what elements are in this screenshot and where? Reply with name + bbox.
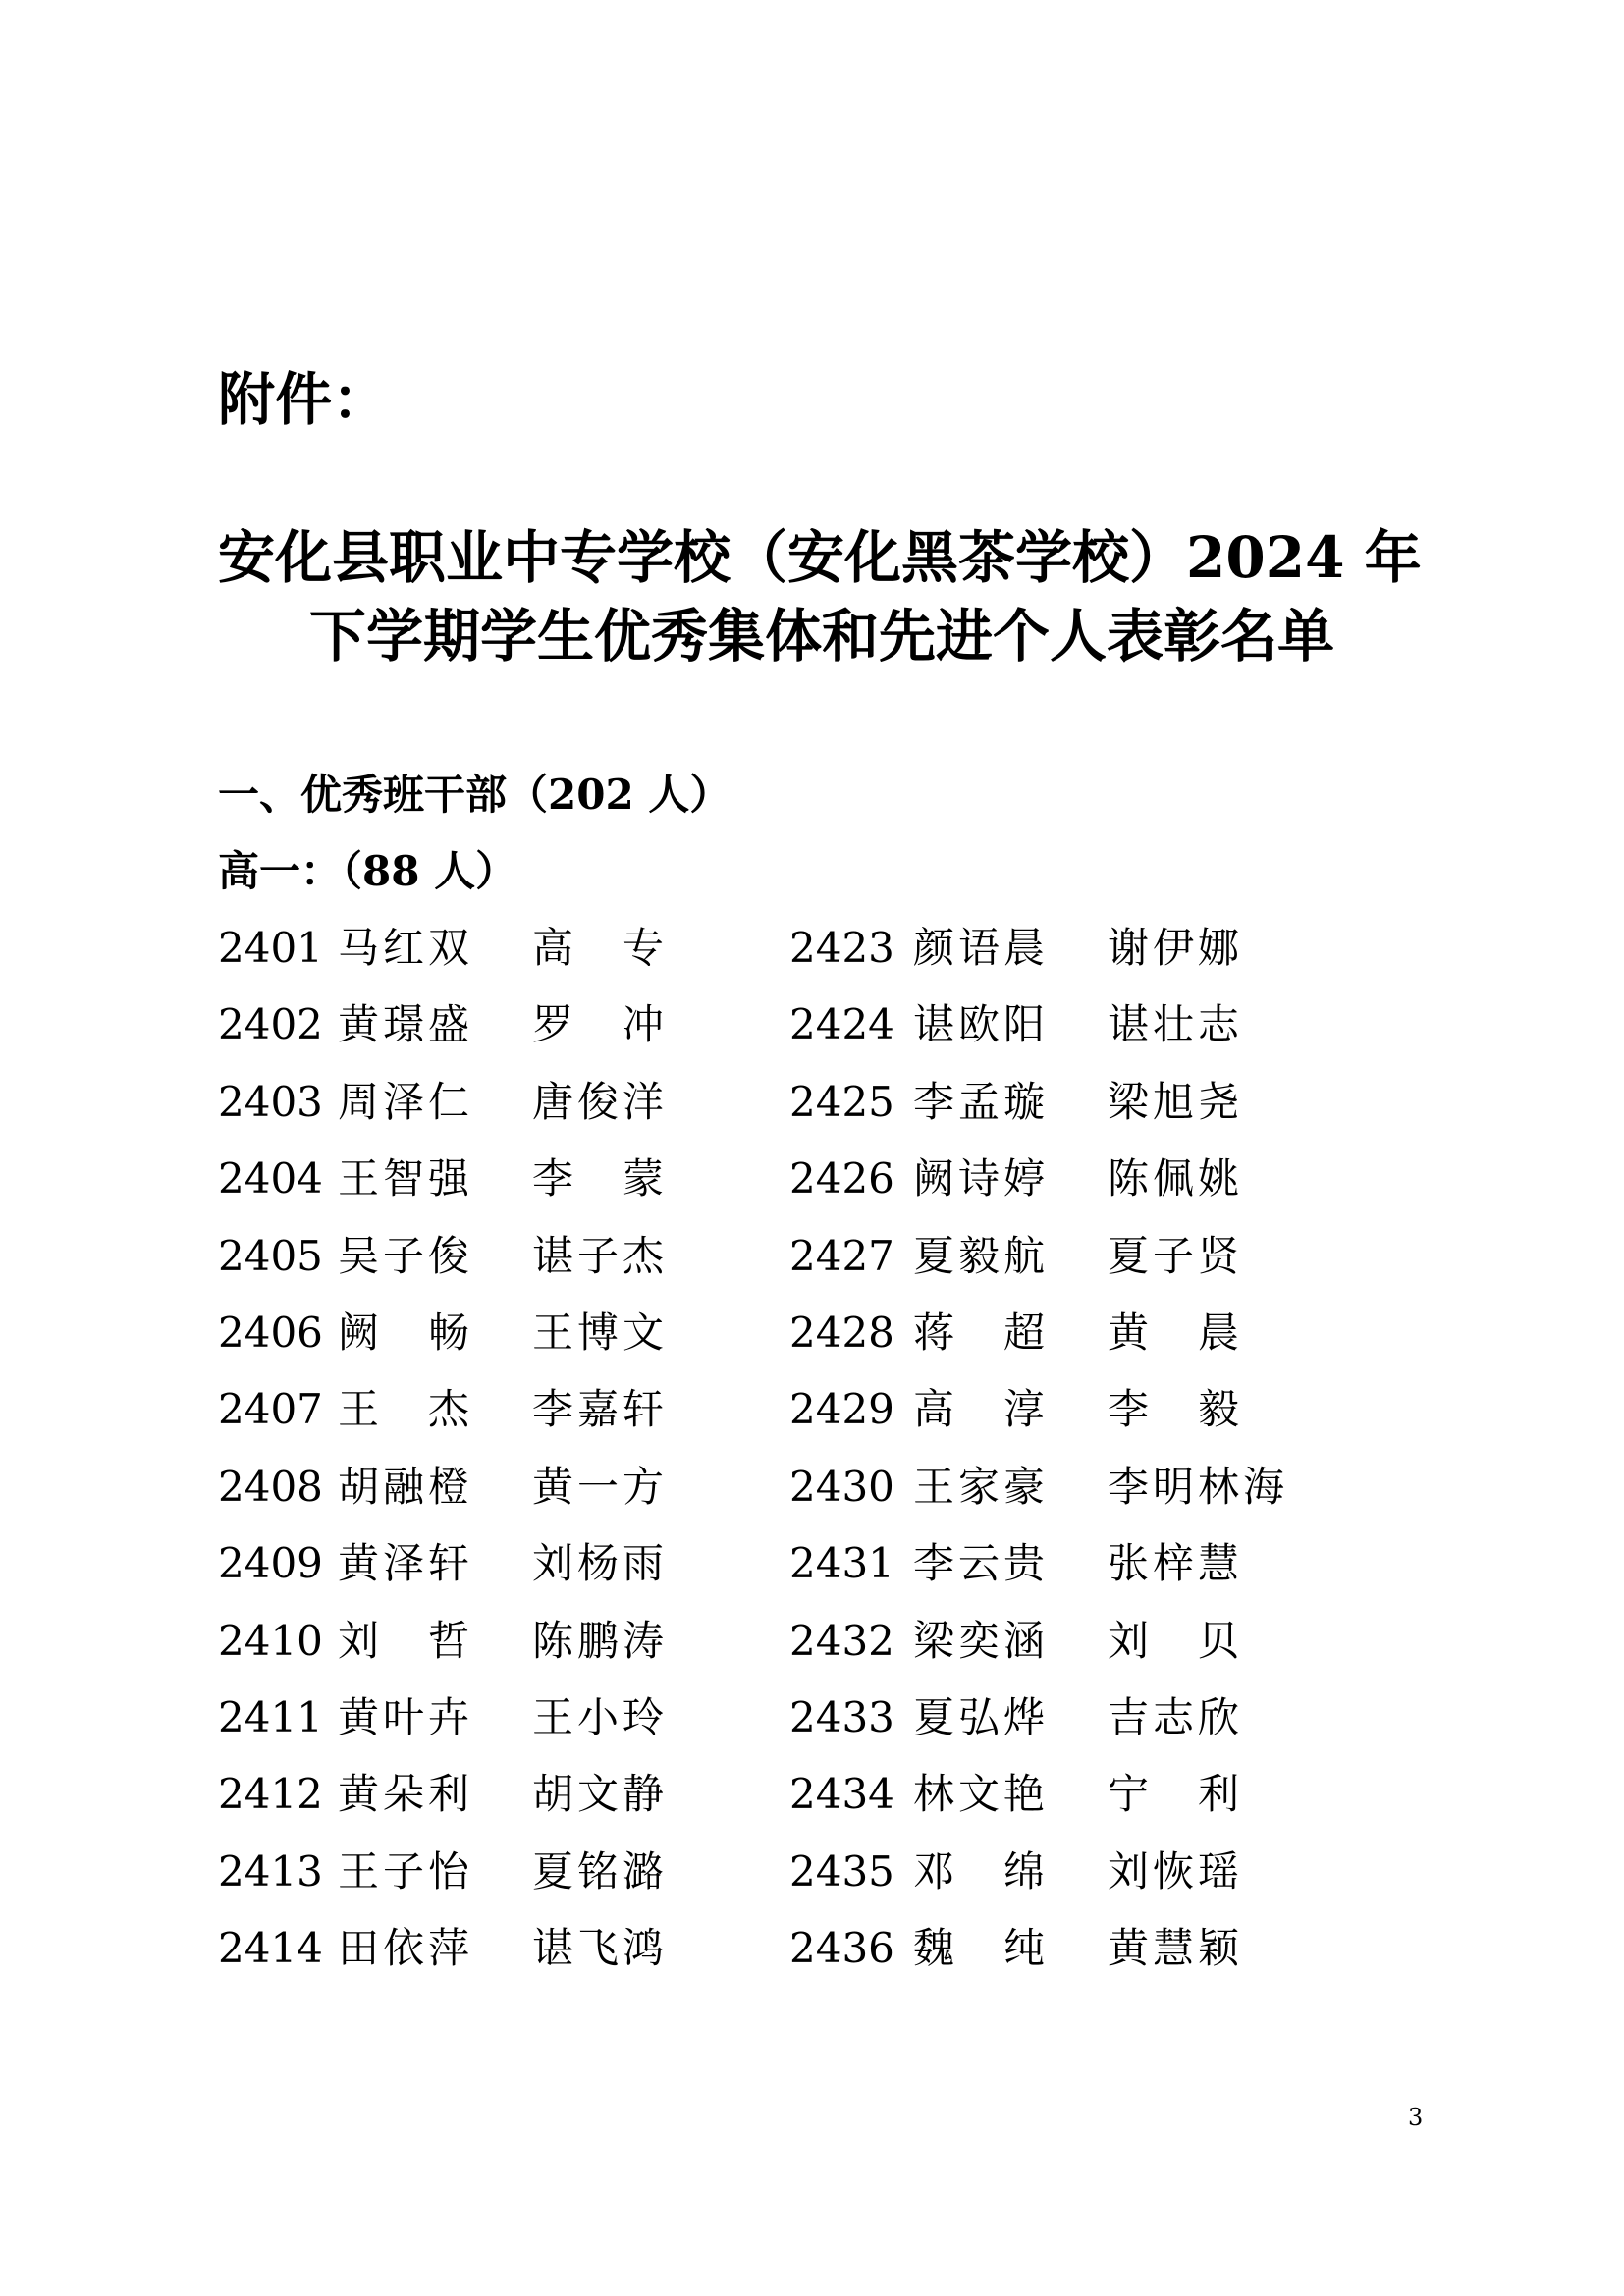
student-name: 吴子俊 xyxy=(338,1231,474,1280)
table-row xyxy=(218,921,1396,997)
table-row xyxy=(218,1767,1396,1843)
class-id: 2404 xyxy=(218,1154,323,1203)
class-id: 2403 xyxy=(218,1077,323,1126)
student-name: 黄璟盛 xyxy=(338,1000,474,1049)
class-id: 2405 xyxy=(218,1231,323,1280)
table-row xyxy=(218,1229,1396,1306)
student-name: 谌飞鸿 xyxy=(532,1924,669,1973)
document-title-line-2: 下学期学生优秀集体和先进个人表彰名单 xyxy=(308,603,1334,669)
table-row xyxy=(218,1382,1396,1459)
student-name: 马红双 xyxy=(338,924,474,972)
class-id: 2412 xyxy=(218,1770,323,1819)
class-id: 2414 xyxy=(218,1924,323,1973)
student-name: 张梓慧 xyxy=(1108,1539,1244,1588)
student-name: 李 毅 xyxy=(1108,1385,1244,1434)
student-name: 刘恢瑶 xyxy=(1108,1846,1244,1896)
class-id: 2436 xyxy=(789,1924,894,1973)
student-name: 黄叶卉 xyxy=(338,1692,474,1741)
student-name: 黄慧颖 xyxy=(1108,1924,1244,1973)
class-id: 2432 xyxy=(789,1616,894,1665)
class-id: 2401 xyxy=(218,924,323,972)
class-id: 2434 xyxy=(789,1770,894,1819)
student-name: 李嘉轩 xyxy=(532,1385,669,1434)
student-name: 唐俊洋 xyxy=(532,1077,669,1126)
table-row xyxy=(218,1614,1396,1690)
table-row xyxy=(218,1844,1396,1921)
class-id: 2408 xyxy=(218,1462,323,1511)
student-name: 王小玲 xyxy=(532,1692,669,1741)
student-name: 李明林海 xyxy=(1108,1462,1289,1511)
student-name: 梁奕涵 xyxy=(913,1616,1050,1665)
table-row xyxy=(218,1536,1396,1613)
student-name: 黄 晨 xyxy=(1108,1308,1244,1357)
student-name: 黄朵利 xyxy=(338,1770,474,1819)
student-name: 罗 冲 xyxy=(532,1000,669,1049)
student-name: 夏弘烨 xyxy=(913,1692,1050,1741)
class-id: 2406 xyxy=(218,1308,323,1357)
student-name: 刘杨雨 xyxy=(532,1539,669,1588)
class-id: 2409 xyxy=(218,1539,323,1588)
class-id: 2425 xyxy=(789,1077,894,1126)
student-name: 胡融橙 xyxy=(338,1462,474,1511)
class-id: 2424 xyxy=(789,1000,894,1049)
class-id: 2426 xyxy=(789,1154,894,1203)
class-id: 2407 xyxy=(218,1385,323,1434)
student-name: 蒋 超 xyxy=(913,1308,1050,1357)
student-name: 吉志欣 xyxy=(1108,1692,1244,1741)
page-number: 3 xyxy=(1408,2104,1424,2131)
class-id: 2429 xyxy=(789,1385,894,1434)
student-name: 夏子贤 xyxy=(1108,1231,1244,1280)
student-name: 王博文 xyxy=(532,1308,669,1357)
student-name: 梁旭尧 xyxy=(1108,1077,1244,1126)
student-name: 颜语晨 xyxy=(913,924,1050,972)
table-row xyxy=(218,1690,1396,1767)
student-name: 王智强 xyxy=(338,1154,474,1203)
table-row xyxy=(218,1921,1396,1998)
student-name: 谢伊娜 xyxy=(1108,924,1244,972)
grade-subheading: 高一：（88 人） xyxy=(218,847,517,895)
student-name: 田依萍 xyxy=(338,1924,474,1973)
class-id: 2431 xyxy=(789,1539,894,1588)
class-id: 2433 xyxy=(789,1692,894,1741)
section-heading: 一、优秀班干部（202 人） xyxy=(218,771,731,819)
student-name: 谌子杰 xyxy=(532,1231,669,1280)
student-name: 阙 畅 xyxy=(338,1308,474,1357)
table-row xyxy=(218,1075,1396,1151)
student-name: 王 杰 xyxy=(338,1385,474,1434)
student-name: 夏铭潞 xyxy=(532,1846,669,1896)
document-title-line-1: 安化县职业中专学校（安化黑茶学校）2024 年 xyxy=(218,524,1422,591)
student-name: 李 蒙 xyxy=(532,1154,669,1203)
student-name: 高 专 xyxy=(532,924,669,972)
student-name: 刘 贝 xyxy=(1108,1616,1244,1665)
attachment-label: 附件： xyxy=(218,366,390,433)
class-id: 2430 xyxy=(789,1462,894,1511)
name-table xyxy=(218,921,1396,1998)
class-id: 2435 xyxy=(789,1846,894,1896)
student-name: 高 淳 xyxy=(913,1385,1050,1434)
student-name: 李孟璇 xyxy=(913,1077,1050,1126)
student-name: 陈鹏涛 xyxy=(532,1616,669,1665)
student-name: 王家豪 xyxy=(913,1462,1050,1511)
student-name: 阙诗婷 xyxy=(913,1154,1050,1203)
class-id: 2411 xyxy=(218,1692,323,1741)
student-name: 谌欧阳 xyxy=(913,1000,1050,1049)
class-id: 2423 xyxy=(789,924,894,972)
table-row xyxy=(218,1306,1396,1382)
class-id: 2410 xyxy=(218,1616,323,1665)
class-id: 2402 xyxy=(218,1000,323,1049)
table-row xyxy=(218,997,1396,1074)
student-name: 黄一方 xyxy=(532,1462,669,1511)
class-id: 2427 xyxy=(789,1231,894,1280)
student-name: 魏 纯 xyxy=(913,1924,1050,1973)
table-row xyxy=(218,1151,1396,1228)
class-id: 2428 xyxy=(789,1308,894,1357)
student-name: 黄泽轩 xyxy=(338,1539,474,1588)
student-name: 王子怡 xyxy=(338,1846,474,1896)
student-name: 谌壮志 xyxy=(1108,1000,1244,1049)
student-name: 宁 利 xyxy=(1108,1770,1244,1819)
student-name: 李云贵 xyxy=(913,1539,1050,1588)
class-id: 2413 xyxy=(218,1846,323,1896)
student-name: 胡文静 xyxy=(532,1770,669,1819)
table-row xyxy=(218,1460,1396,1536)
student-name: 邓 绵 xyxy=(913,1846,1050,1896)
student-name: 陈佩姚 xyxy=(1108,1154,1244,1203)
student-name: 林文艳 xyxy=(913,1770,1050,1819)
student-name: 周泽仁 xyxy=(338,1077,474,1126)
student-name: 夏毅航 xyxy=(913,1231,1050,1280)
student-name: 刘 哲 xyxy=(338,1616,474,1665)
